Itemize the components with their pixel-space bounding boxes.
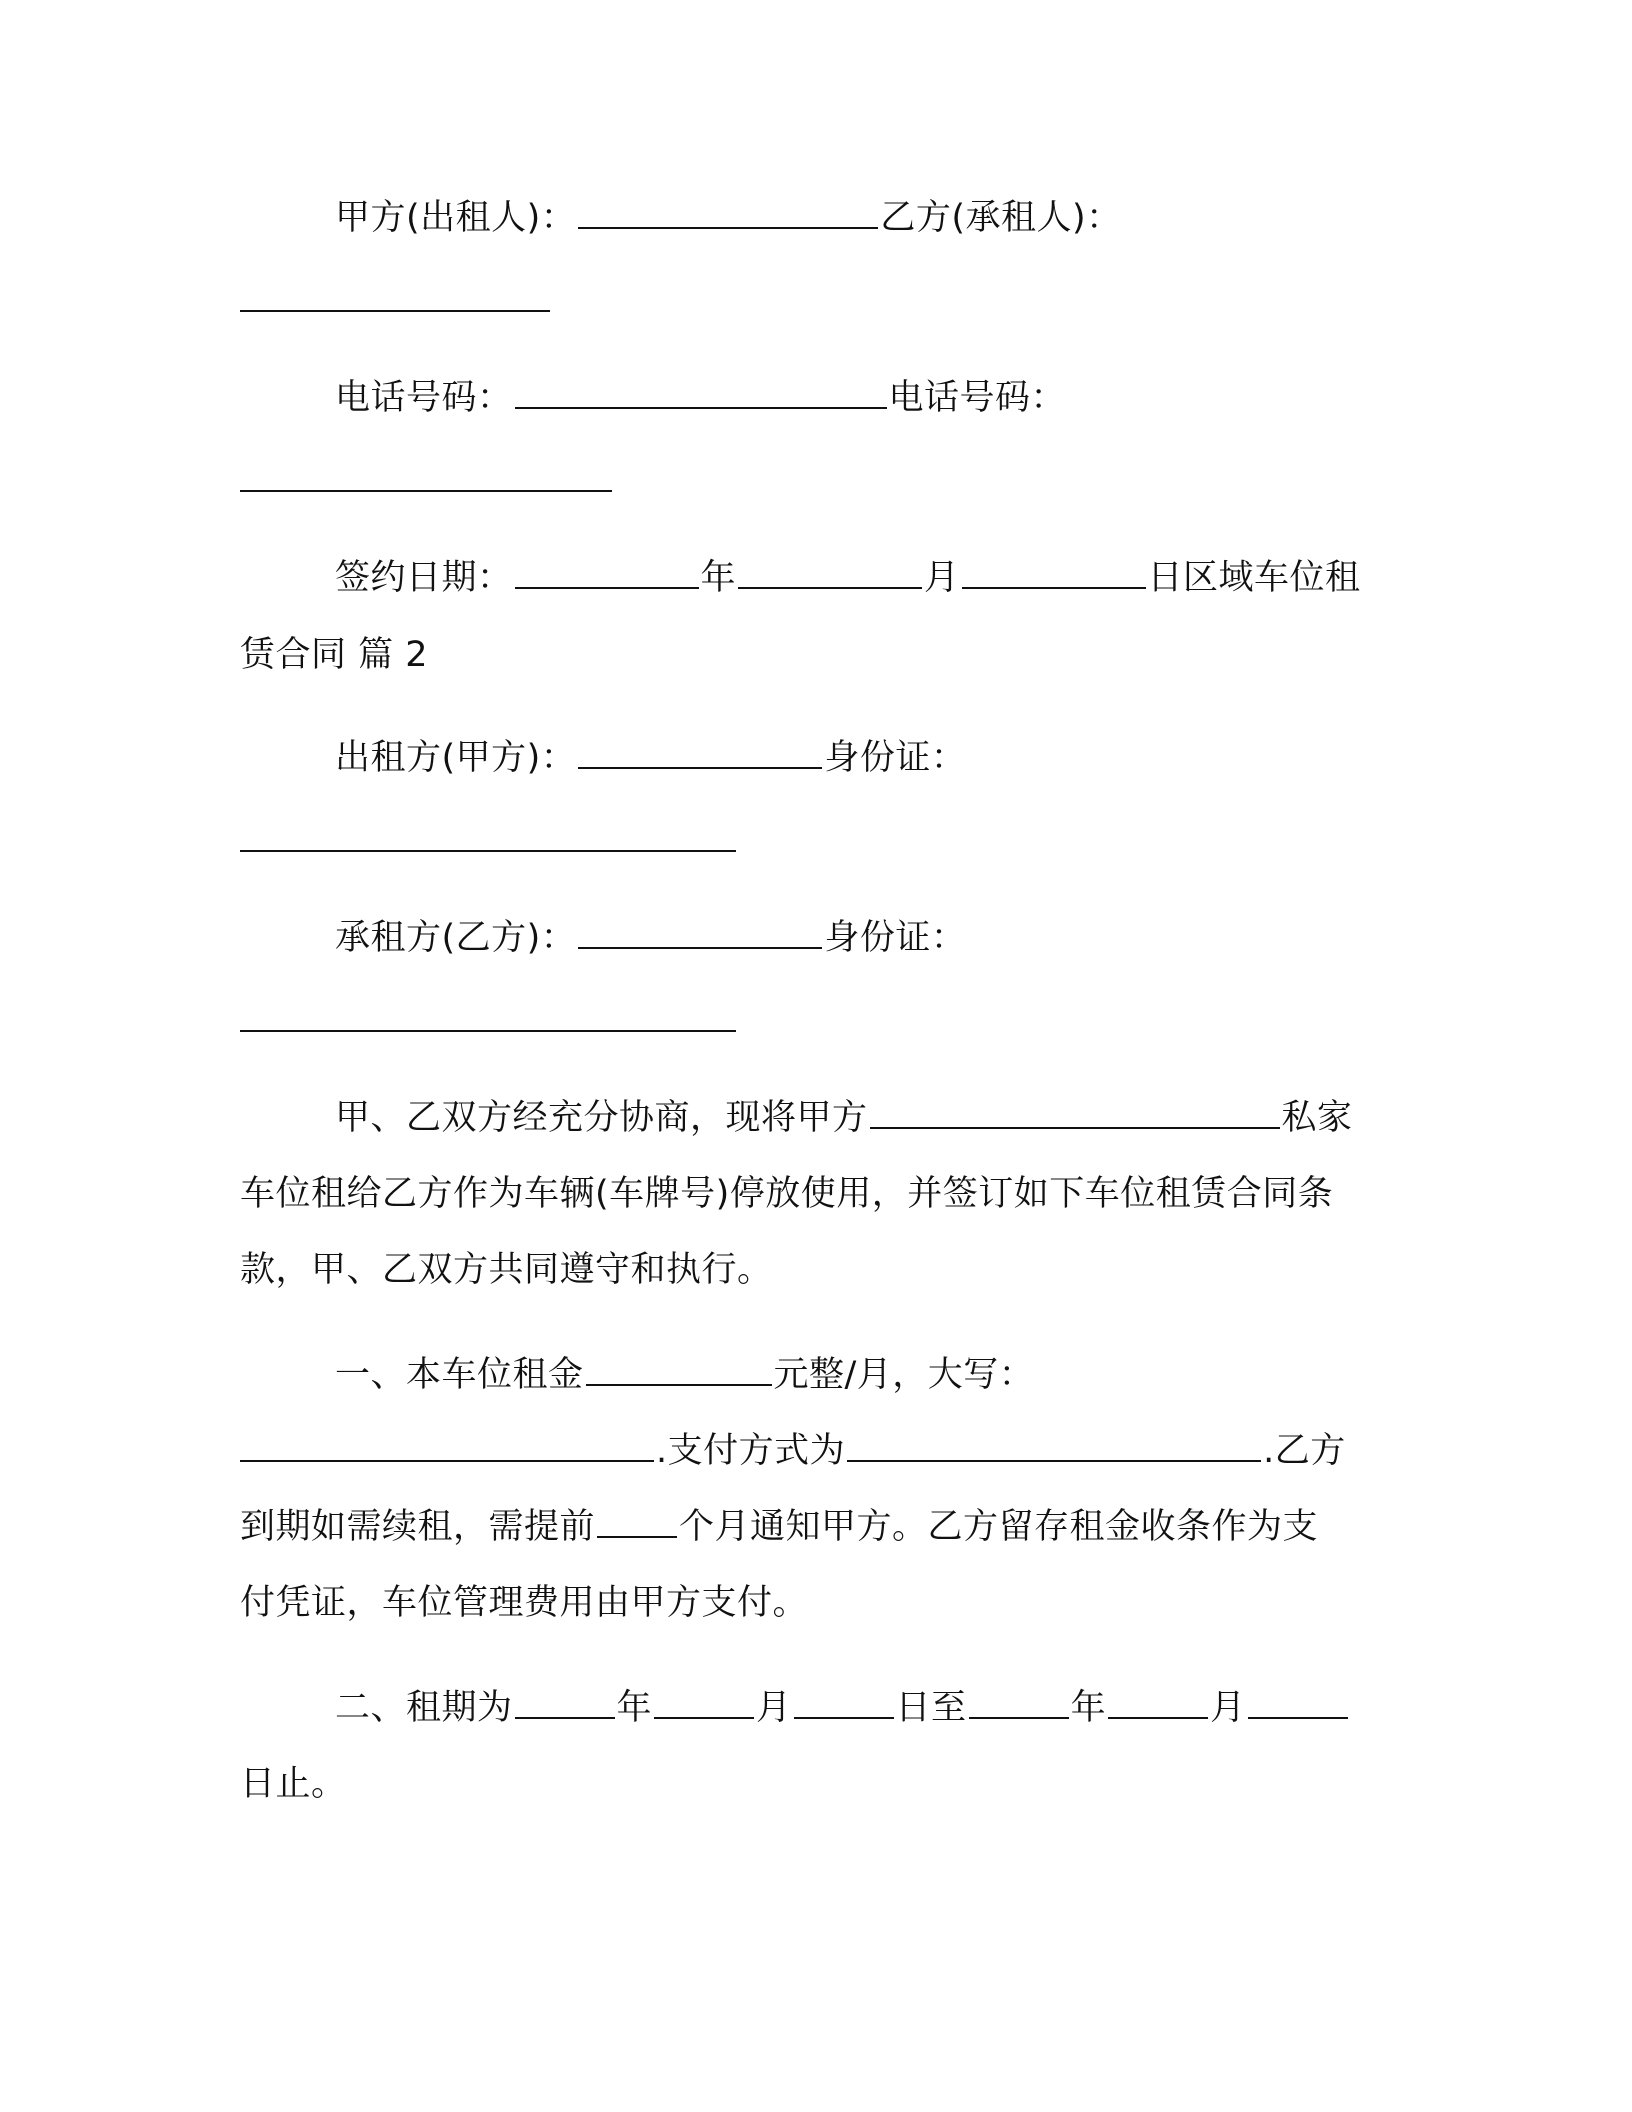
renter-b-label: 承租方(乙方)： [335, 918, 577, 958]
id-label-b: 身份证： [824, 918, 967, 958]
month-label: 月 [924, 558, 960, 598]
lessee-blank [240, 310, 550, 312]
phone-label-b: 电话号码： [888, 378, 1067, 418]
clause1-pay: .支付方式为 [656, 1431, 846, 1471]
para1-line3 [240, 1247, 773, 1293]
year-label: 年 [700, 558, 737, 598]
para1-start: 甲、乙双方经充分协商，现将甲方 [335, 1098, 868, 1138]
id-blank-a [240, 850, 736, 852]
clause1-line1 [335, 1352, 1034, 1398]
month-blank [738, 555, 922, 589]
year-blank [515, 555, 699, 589]
day-blank [962, 555, 1146, 589]
clause1-l3b: 个月通知甲方。乙方留存租金收条作为支 [679, 1507, 1319, 1547]
clause2-month: 月 [756, 1688, 792, 1728]
clause2-start: 二、租期为 [335, 1688, 513, 1728]
title-line [240, 632, 428, 678]
renter-b-blank [578, 915, 822, 949]
phone-line [335, 375, 1066, 421]
lessor-label: 甲方(出租人)： [335, 198, 577, 238]
title-part-1: 日区域车位租 [1147, 558, 1361, 598]
start-year-blank [515, 1685, 615, 1719]
clause2-year2: 年 [1070, 1688, 1107, 1728]
para1-line3-text: 款，甲、乙双方共同遵守和执行。 [240, 1250, 773, 1290]
party-line [335, 195, 1122, 241]
clause2-to: 日至 [895, 1688, 967, 1728]
id-blank-b [240, 1030, 736, 1032]
phone-label-a: 电话号码： [335, 378, 513, 418]
para1-line1 [335, 1095, 1353, 1141]
clause1-line3 [240, 1504, 1318, 1550]
end-month-blank [1108, 1685, 1208, 1719]
phone-blank-a [515, 375, 887, 409]
lessor-blank [578, 195, 878, 229]
clause2-month2: 月 [1210, 1688, 1246, 1728]
title-part-2: 赁合同 篇 2 [240, 635, 429, 675]
location-blank [870, 1095, 1280, 1129]
rent-amount-blank [586, 1352, 772, 1386]
para1-line2 [240, 1171, 1333, 1217]
clause1-start: 一、本车位租金 [335, 1355, 584, 1395]
para1-end: 私家 [1281, 1098, 1353, 1138]
para1-line2-text: 车位租给乙方作为车辆(车牌号)停放使用，并签订如下车位租赁合同条 [240, 1174, 1334, 1214]
clause1-l3a: 到期如需续租，需提前 [240, 1507, 596, 1547]
clause1-line4 [240, 1580, 808, 1626]
clause2-end: 日止。 [240, 1764, 347, 1804]
sign-date-label: 签约日期： [335, 558, 513, 598]
end-day-blank [1248, 1685, 1348, 1719]
clause1-party: .乙方 [1263, 1431, 1346, 1471]
clause1-line2 [240, 1428, 1346, 1474]
rent-words-blank [240, 1428, 654, 1462]
clause2-line1 [335, 1685, 1350, 1731]
pay-method-blank [847, 1428, 1261, 1462]
clause1-mid: 元整/月，大写： [773, 1355, 1035, 1395]
renter-a-line [335, 735, 966, 781]
renter-a-label: 出租方(甲方)： [335, 738, 577, 778]
id-label-a: 身份证： [824, 738, 967, 778]
phone-blank-b [240, 490, 612, 492]
clause1-l4: 付凭证，车位管理费用由甲方支付。 [240, 1583, 809, 1623]
clause2-line2 [240, 1761, 347, 1807]
notice-months-blank [597, 1504, 677, 1538]
sign-date-line [335, 555, 1361, 601]
clause2-year: 年 [616, 1688, 653, 1728]
end-year-blank [969, 1685, 1069, 1719]
start-day-blank [794, 1685, 894, 1719]
lessee-label: 乙方(承租人)： [880, 198, 1122, 238]
renter-b-line [335, 915, 966, 961]
renter-a-blank [578, 735, 822, 769]
start-month-blank [654, 1685, 754, 1719]
